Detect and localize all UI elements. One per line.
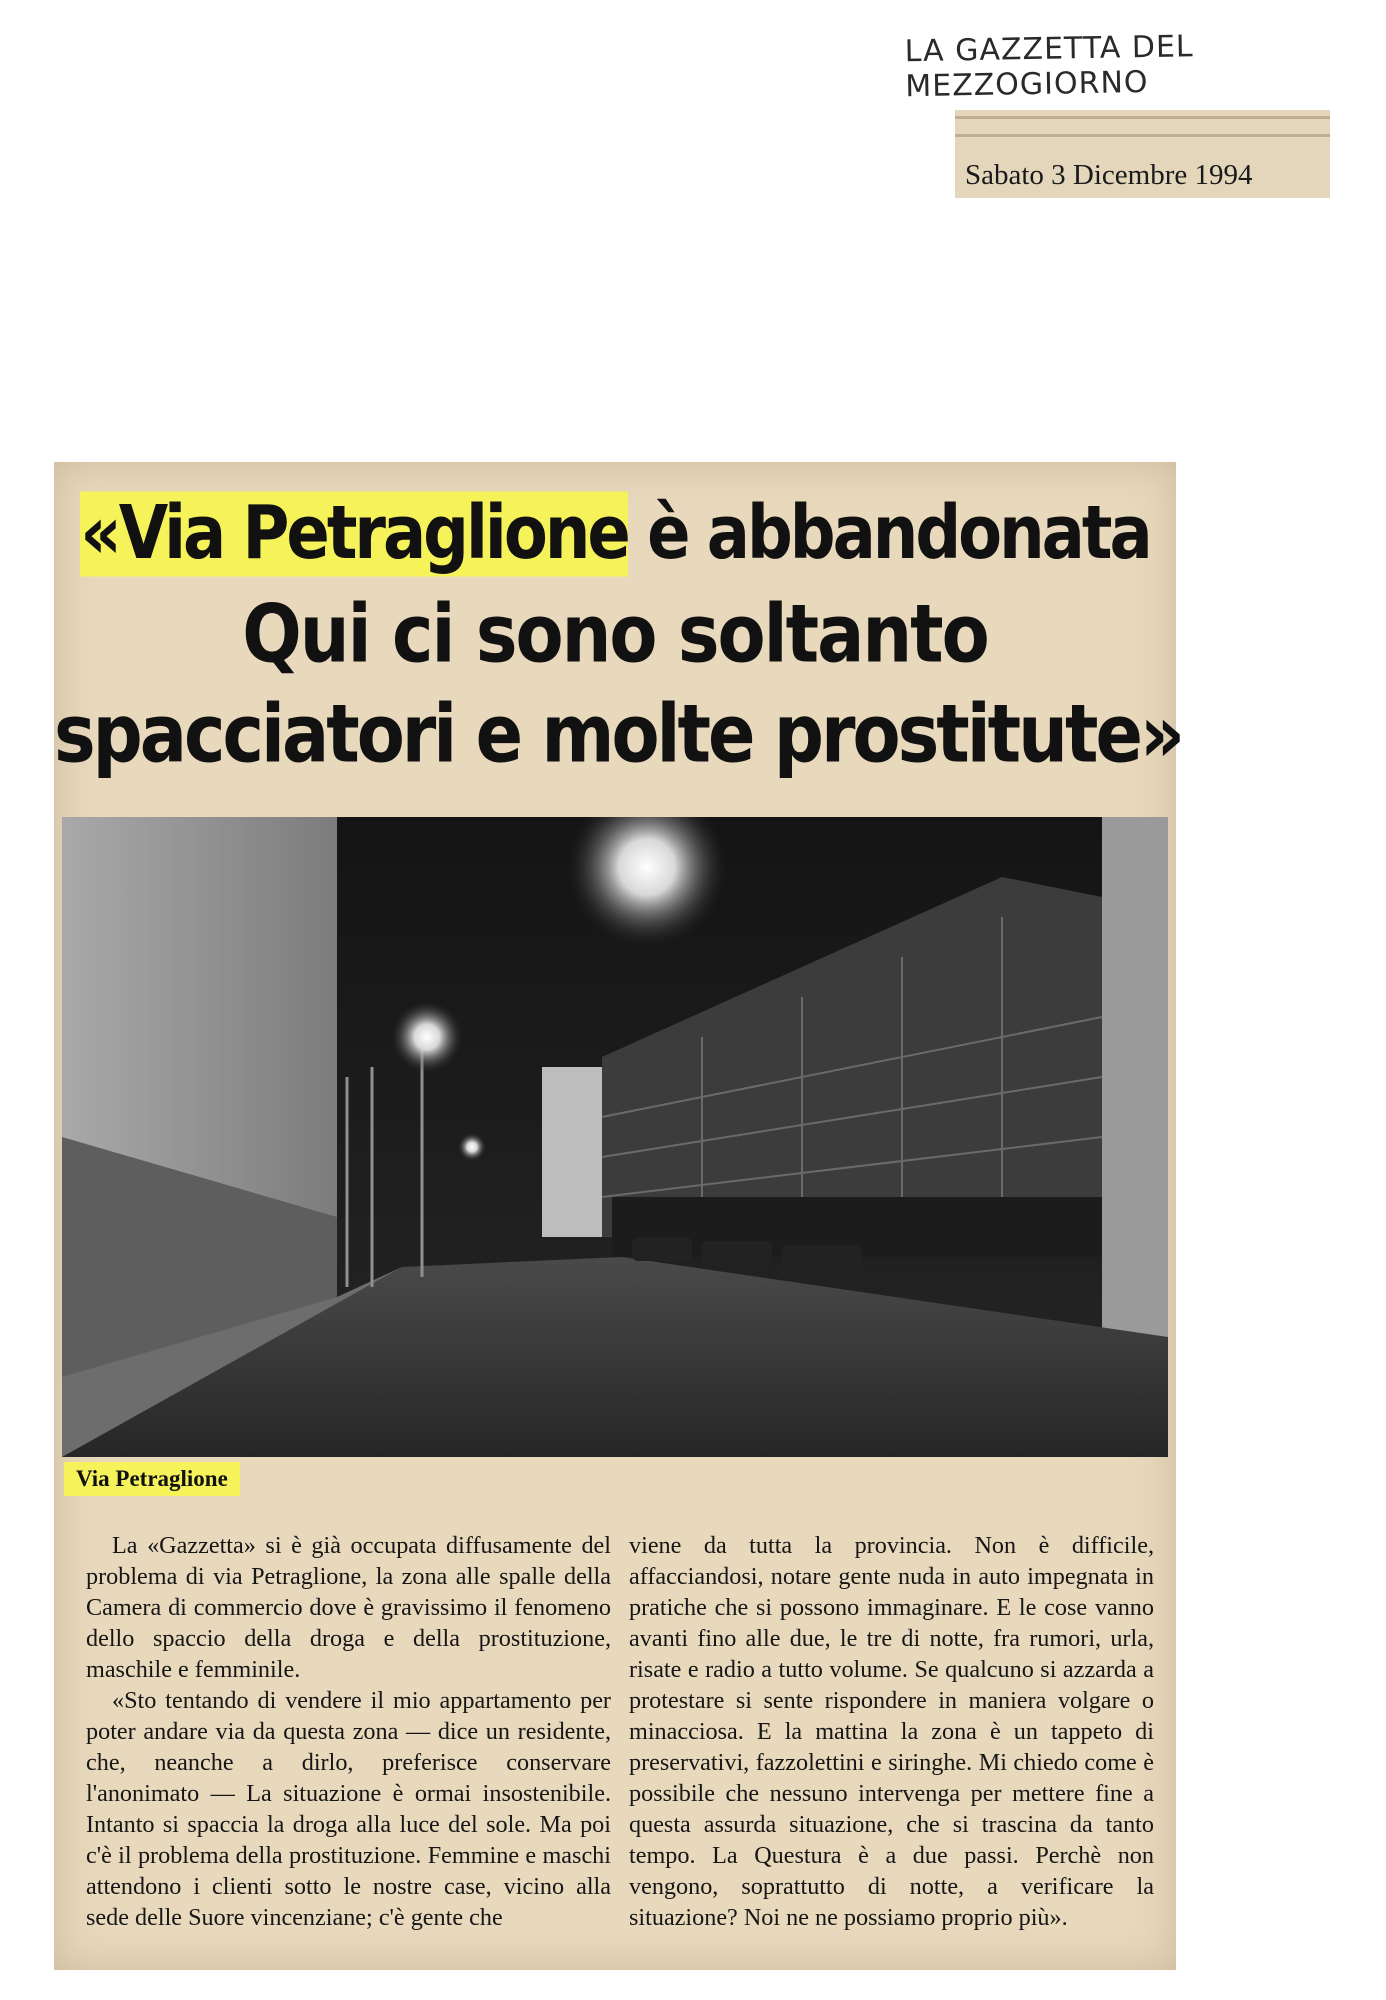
street-night-photo <box>62 817 1168 1457</box>
headline-highlight: «Via Petraglione <box>80 491 628 577</box>
article-clipping <box>54 462 1183 1970</box>
publication-date: Sabato 3 Dicembre 1994 <box>965 159 1253 191</box>
article-paragraph: viene da tutta la provincia. Non è difficile, affacciandosi, notare gente nuda in auto impegnata in pratiche che si possono immaginare. E le cose vanno avanti fino alle due, le tre di notte, fra rumori, urla, risate e radio a tutto volume. Se qualcuno si azzarda a protestare si sente rispondere in maniera volgare o minacciosa. E la mattina la zona è un tappeto di preservativi, fazzolettini e siringhe. Mi chiedo come è possibile che nessuno intervenga per mettere fine a questa assurda situazione, che si trascina da tanto tempo. La Questura è a due passi. Perchè non vengono, soprattutto di notte, a verificare la situazione? Noi ne ne possiamo proprio più». <box>629 1532 1154 1931</box>
street-lamp-glow <box>458 1133 486 1161</box>
date-clipping <box>955 110 1330 198</box>
headline-line-1 <box>54 477 1176 592</box>
article-paragraph: La «Gazzetta» si è già occupata diffusamente del problema di via Petraglione, la zona alle spalle della Camera di commercio dove è gravissimo il fenomeno dello spaccio della droga e della prostituzione, maschile e femminile. <box>86 1532 611 1683</box>
headline-line-3: spacciatori e molte prostitute» <box>54 686 1183 782</box>
distant-lit-building <box>542 1067 602 1237</box>
clipping-rule <box>955 134 1330 137</box>
clipping-rule <box>955 116 1330 119</box>
handwritten-source-note: LA GAZZETTA DEL MEZZOGIORNO <box>904 29 1194 105</box>
headline-line-1-rest: è abbandonata <box>627 491 1150 577</box>
headline-line-2: Qui ci sono soltanto <box>242 586 988 682</box>
article-column-left <box>86 1530 611 1933</box>
headline <box>54 484 1183 784</box>
article-paragraph: «Sto tentando di vendere il mio appartamento per poter andare via da questa zona — dice un residente, che, neanche a dirlo, preferisce conservare l'anonimato — La situazione è ormai insostenibile. Intanto si spaccia la droga alla luce del sole. Ma poi c'è il problema della prostituzione. Femmine e maschi attendono i clienti sotto le nostre case, vicino alla sede delle Suore vincenziane; c'è gente che <box>86 1687 611 1931</box>
street-lamp-glow <box>391 1001 463 1073</box>
article-column-right <box>629 1530 1154 1933</box>
photo-caption: Via Petraglione <box>64 1462 240 1496</box>
